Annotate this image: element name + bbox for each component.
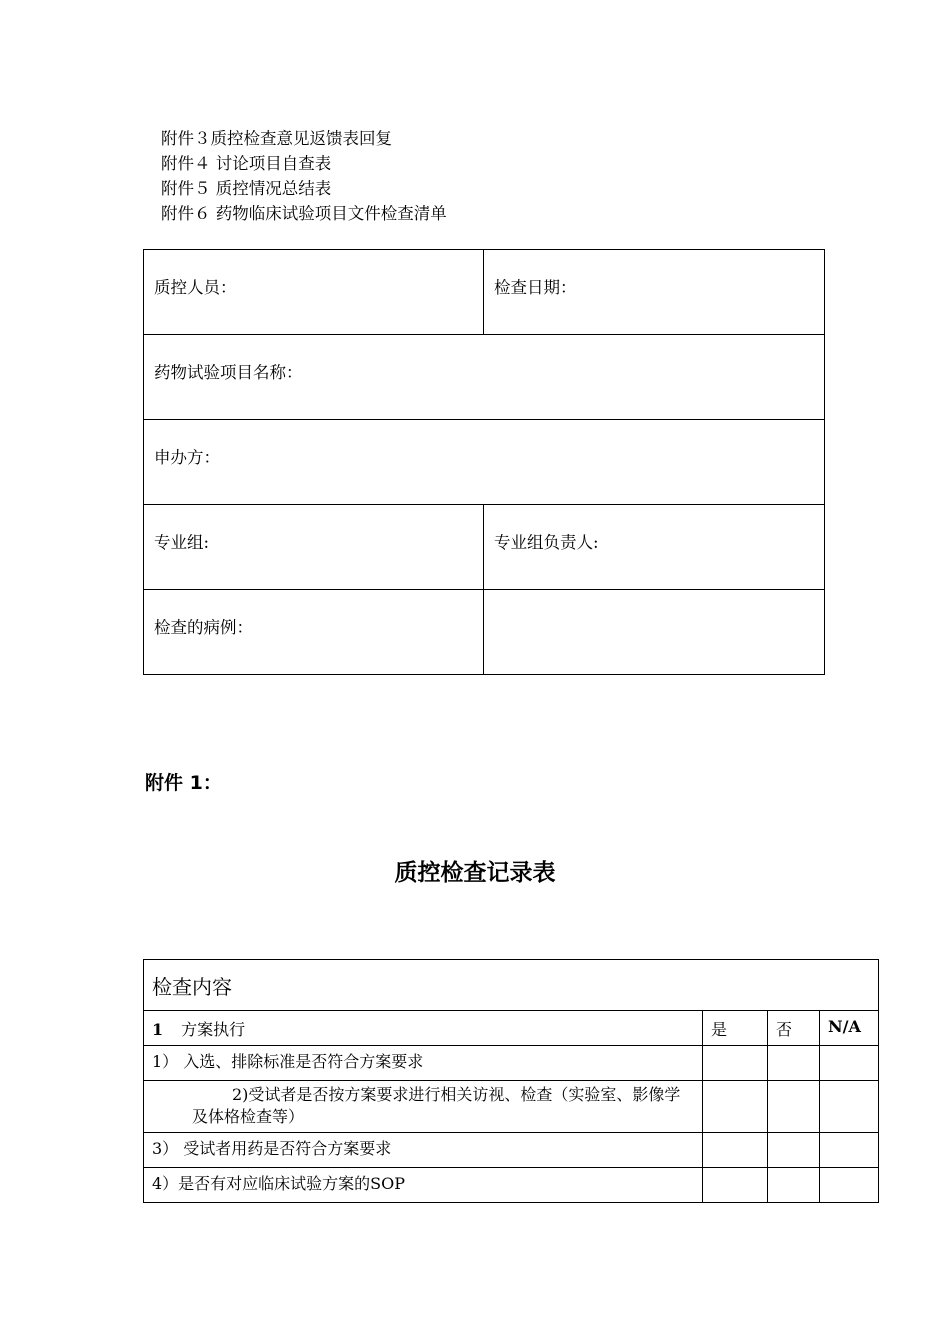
sponsor-label: 申办方： (154, 448, 220, 467)
qc-staff-label: 质控人员： (154, 278, 237, 297)
na-cell[interactable] (820, 1081, 879, 1133)
col-yes-header: 是 (703, 1011, 768, 1046)
qc-check-table (143, 959, 879, 1203)
check-content-header (144, 960, 879, 1011)
project-name-cell (144, 335, 825, 420)
check-content-header-text: 检查内容 (152, 974, 232, 999)
group-leader-cell (484, 505, 825, 590)
check-item-1: 1） 入选、排除标准是否符合方案要求 (144, 1046, 703, 1081)
specialty-group-cell (144, 505, 484, 590)
no-cell[interactable] (768, 1081, 820, 1133)
check-item-2-text: 2)受试者是否按方案要求进行相关访视、检查（实验室、影像学及体格检查等） (192, 1085, 681, 1126)
yes-cell[interactable] (703, 1168, 768, 1203)
check-date-label: 检查日期： (494, 278, 577, 297)
sponsor-cell (144, 420, 825, 505)
yes-cell[interactable] (703, 1081, 768, 1133)
section-number: 1 (152, 1020, 164, 1039)
col-no-header: 否 (768, 1011, 820, 1046)
na-cell[interactable] (820, 1046, 879, 1081)
col-na-header: N/A (820, 1011, 879, 1046)
document-title: 质控检查记录表 (394, 860, 556, 886)
project-name-label: 药物试验项目名称： (154, 363, 303, 382)
section-title: 方案执行 (181, 1020, 246, 1039)
yes-cell[interactable] (703, 1133, 768, 1168)
attachment-item: 附件５ 质控情况总结表 (161, 179, 332, 198)
no-cell[interactable] (768, 1168, 820, 1203)
cases-checked-value-cell (484, 590, 825, 675)
qc-staff-cell (144, 250, 484, 335)
specialty-group-label: 专业组: (154, 533, 210, 552)
check-item-2 (144, 1081, 703, 1133)
check-item-3: 3） 受试者用药是否符合方案要求 (144, 1133, 703, 1168)
check-date-cell (484, 250, 825, 335)
na-cell[interactable] (820, 1168, 879, 1203)
no-cell[interactable] (768, 1133, 820, 1168)
attachment-item: 附件６ 药物临床试验项目文件检查清单 (161, 204, 447, 223)
na-cell[interactable] (820, 1133, 879, 1168)
attachment-item: 附件４ 讨论项目自查表 (161, 154, 332, 173)
cases-checked-cell (144, 590, 484, 675)
check-item-4: 4）是否有对应临床试验方案的SOP (144, 1168, 703, 1203)
cases-checked-label: 检查的病例： (154, 618, 253, 637)
attachment-list (161, 126, 447, 226)
group-leader-label: 专业组负责人: (494, 533, 599, 552)
section-title-cell (144, 1011, 703, 1046)
appendix-label: 附件 1： (145, 772, 222, 794)
qc-info-table (143, 249, 825, 675)
yes-cell[interactable] (703, 1046, 768, 1081)
no-cell[interactable] (768, 1046, 820, 1081)
attachment-item: 附件３质控检查意见返馈表回复 (161, 129, 392, 148)
